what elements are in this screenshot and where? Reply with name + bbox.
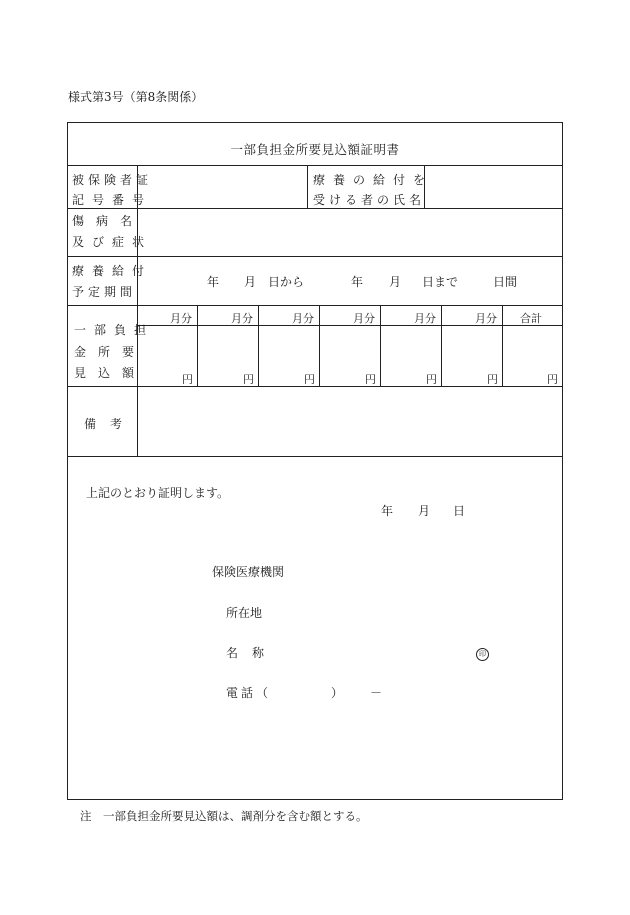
certify-month: 月 bbox=[418, 504, 431, 518]
month-header: 月分 bbox=[414, 312, 436, 325]
row-divider bbox=[67, 456, 563, 457]
recipient-name-label: 受ける者の氏名 bbox=[313, 193, 426, 207]
insured-card-label: 記号番号 bbox=[72, 193, 153, 207]
month-header: 月分 bbox=[170, 312, 192, 325]
month-header: 月分 bbox=[231, 312, 253, 325]
yen-unit: 円 bbox=[547, 373, 558, 386]
illness-label: 傷病名 bbox=[72, 214, 145, 228]
form-title: 一部負担金所要見込額証明書 bbox=[230, 142, 400, 157]
yen-unit: 円 bbox=[487, 373, 498, 386]
yen-unit: 円 bbox=[426, 373, 437, 386]
period-label: 予定期間 bbox=[72, 285, 137, 299]
column-divider bbox=[307, 165, 308, 208]
address-label: 所在地 bbox=[226, 606, 263, 620]
row-divider bbox=[67, 305, 563, 306]
form-number: 様式第3号（第8条関係） bbox=[68, 90, 204, 104]
yen-unit: 円 bbox=[182, 373, 193, 386]
period-day-from: 日から bbox=[268, 275, 305, 289]
period-month-to: 月 bbox=[389, 275, 402, 289]
recipient-name-label: 療養の給付を bbox=[313, 173, 434, 187]
yen-unit: 円 bbox=[243, 373, 254, 386]
phone-label: 電話（ ） － bbox=[226, 686, 386, 700]
month-header: 月分 bbox=[353, 312, 375, 325]
illness-label: 及び症状 bbox=[72, 235, 153, 249]
institution-label: 保険医療機関 bbox=[212, 565, 285, 579]
remarks-label: 備考 bbox=[84, 417, 137, 431]
amount-label: 一部負担 bbox=[74, 323, 155, 337]
certify-day: 日 bbox=[453, 504, 466, 518]
yen-unit: 円 bbox=[365, 373, 376, 386]
month-header: 月分 bbox=[475, 312, 497, 325]
period-day-to: 日まで bbox=[422, 275, 459, 289]
illness-field[interactable] bbox=[138, 209, 562, 255]
name-label: 名称 bbox=[226, 646, 279, 660]
amount-label: 見込額 bbox=[74, 366, 147, 380]
period-year-to: 年 bbox=[351, 275, 364, 289]
amount-label: 金所要 bbox=[74, 345, 147, 359]
month-header: 月分 bbox=[292, 312, 314, 325]
seal-icon: 印 bbox=[476, 645, 489, 661]
period-year-from: 年 bbox=[207, 275, 220, 289]
period-month-from: 月 bbox=[244, 275, 257, 289]
yen-unit: 円 bbox=[304, 373, 315, 386]
period-days: 日間 bbox=[493, 275, 518, 289]
certify-year: 年 bbox=[381, 504, 394, 518]
period-label: 療養給付 bbox=[72, 264, 153, 278]
row-divider bbox=[67, 256, 563, 257]
total-header: 合計 bbox=[520, 312, 542, 325]
insured-card-label: 被保険者証 bbox=[72, 173, 153, 187]
footnote: 注 一部負担金所要見込額は、調剤分を含む額とする。 bbox=[80, 809, 368, 823]
recipient-name-field[interactable] bbox=[425, 166, 562, 207]
certify-statement: 上記のとおり証明します。 bbox=[86, 486, 230, 500]
remarks-field[interactable] bbox=[138, 387, 562, 455]
insured-number-field[interactable] bbox=[138, 166, 306, 207]
